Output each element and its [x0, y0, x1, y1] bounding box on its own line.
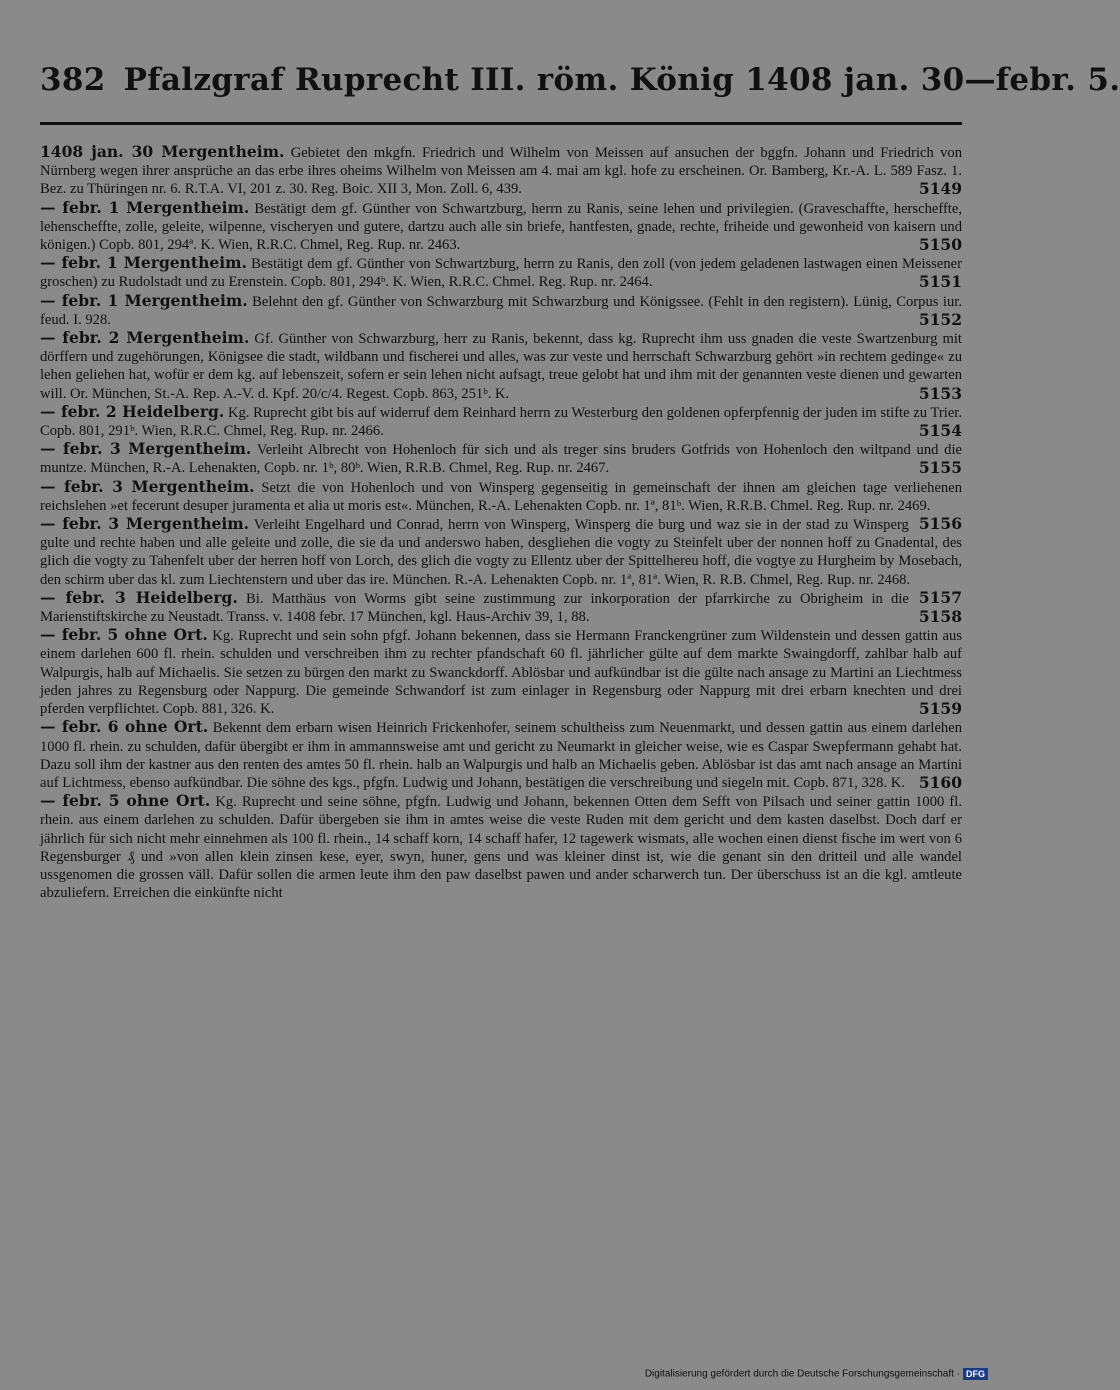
entry-number: 5155: [918, 458, 962, 478]
entry-number: 5156: [918, 514, 962, 534]
entry-text: Gf. Günther von Schwarzburg, herr zu Ranis, bekennt, dass kg. Ruprecht ihm uss gnaden die veste Swartzenburg mit dörffern und zugehörungen, Königsee die stadt, wildbann und fischerei und alles, was zur veste und herrschaft Schwarzburg gehört »in rechtem gedinge« zu lehen geliehen hat, wofür er dem kg. auf lebenszeit, sofern er sein lehen nicht aufsagt, treue gelobt hat und ihm mit der genannten veste dienen und gewarten will. Or. München, St.-A. Rep. A.-V. d. Kpf. 20/c/4. Regest. Copb. 863, 251ᵇ. K.: [40, 331, 962, 402]
entry-text: Gebietet den mkgfn. Friedrich und Wilhelm von Meissen auf ansuchen der bggfn. Johann und Friedrich von Nürnberg wegen ihrer ansprüche an das erbe ihres oheims Wilhelm von Meissen am 4. mai am kgl. hofe zu erscheinen. Or. Bamberg, Kr.-A. L. 589 Fasz. 1. Bez. zu Thüringen nr. 6. R.T.A. VI, 201 z. 30. Reg. Boic. XII 3, Mon. Zoll. 6, 439.: [40, 145, 962, 198]
entry-text: Bestätigt dem gf. Günther von Schwartzburg, herrn zu Ranis, seine lehen und privilegien. (Graveschaffte, herscheffte, lehenscheffte, zolle, geleite, wilpenne, vischeryen und gutere, dartzu auch alle sin briefe, hantfesten, gnade, rechte, friheide und gewonheid von kaisern und königen.) Copb. 801, 294ª. K. Wien, R.R.C. Chmel, Reg. Rup. nr. 2463.: [40, 200, 962, 254]
entry-number: 5154: [918, 421, 962, 441]
entry-number: 5150: [918, 235, 962, 255]
regest-entry: [40, 403, 962, 440]
page-title: Pfalzgraf Ruprecht III. röm. König 1408 jan. 30—febr. 5.: [123, 62, 1120, 98]
entry-number: 5153: [918, 383, 962, 403]
funding-text: Digitalisierung gefördert durch die Deutsche Forschungsgemeinschaft ·: [644, 1368, 960, 1380]
entry-date-place: — febr. 1 Mergentheim.: [40, 197, 250, 217]
funding-notice: [645, 1368, 988, 1380]
entry-number: 5157: [918, 587, 962, 607]
entry-text: Kg. Ruprecht und seine söhne, pfgfn. Ludwig und Johann, bekennen Otten dem Sefft von Pilsach und seiner gattin 1000 fl. rhein. aus einem darlehen zu schulden. Dafür übergeben sie ihm in amtes weise die veste Ruden mit dem gericht und dem kasten daselbst. Doch darf er jährlich für sich nicht mehr einnehmen als 100 fl. rhein., 14 schaff korn, 14 schaff hafer, 12 tagewerk wismats, alle wochen einen dienst fische im wert von 6 Regensburger ₰ und »von allen klein zinsen kese, eyer, swyn, huner, gens und was kleiner dinst ist, wie die genant sin den dritteil und alle wandel ussgenomen die grossen väll. Dafür sollen die armen leute ihm den paw daselbst pawen und ander scharwerch tun. Der überschuss ist an die kgl. amtleute abzuliefern. Erreichen die einkünfte nicht: [40, 794, 962, 902]
entry-number: 5160: [918, 772, 962, 792]
regest-entry: [40, 718, 962, 792]
entry-number: 5158: [918, 607, 962, 627]
entry-date-place: — febr. 5 ohne Ort.: [40, 791, 211, 811]
entry-text: Setzt die von Hohenloch und von Winsperg gegenseitig in gemeinschaft der ihnen am gleichen tage verliehenen reichslehen »et fecerunt desuper juramenta et alia ut moris est«. München, R.-A. Lehenakten Copb. nr. 1ª, 81ᵇ. Wien, R.R.B. Chmel. Reg. Rup. nr. 2469.: [40, 479, 962, 514]
entry-text: Kg. Ruprecht gibt bis auf widerruf dem Reinhard herrn zu Westerburg den goldenen opferpfennig der juden im stifte zu Trier. Copb. 801, 291ᵇ. Wien, R.R.C. Chmel, Reg. Rup. nr. 2466.: [40, 404, 963, 440]
entry-date-place: — febr. 3 Mergentheim.: [40, 514, 250, 534]
regest-entry: [40, 589, 962, 626]
entry-date-place: — febr. 6 ohne Ort.: [40, 717, 209, 737]
entry-text: Kg. Ruprecht und sein sohn pfgf. Johann bekennen, dass sie Hermann Franckengrüner zum Wildenstein und dessen gattin aus einem darlehen 600 fl. rhein. schulden und verschreiben ihm zu rechter pfandschaft 60 fl. jährlicher gülte auf dem markte Swaingdorff, zahlbar halb auf Walpurgis, halb auf Michaelis. Sie setzen zu bürgen den markt zu Swanckdorff. Ablösbar und aufkündbar ist die gülte nach ansage zu Martini an Liechtmess jeden jahres zu Regensburg oder Nappurg. Die gemeinde Schwandorf ist zum einlager in Regensburg oder Nappurg mit drei erbarn knechten und drei pferden verpflichtet. Copb. 881, 326. K.: [40, 628, 962, 718]
regest-entry: [40, 476, 962, 534]
regest-entry: [40, 199, 962, 255]
entry-text: Bestätigt dem gf. Günther von Schwartzburg, herrn zu Ranis, den zoll (von jedem geladenen lastwagen einen Meissener groschen) zu Rudolstadt und zu Erenstein. Copb. 801, 294ᵇ. K. Wien, R.R.C. Chmel. Reg. Rup. nr. 2464.: [40, 256, 962, 291]
entry-number: 5159: [918, 699, 962, 719]
regest-list: [40, 143, 962, 902]
page-header: [40, 62, 1120, 106]
entry-date-place: — febr. 3 Mergentheim.: [40, 476, 255, 496]
regest-entry: [40, 143, 962, 199]
entry-text: Verleiht Albrecht von Hohenloch für sich und als treger sins bruders Gotfrids von Hohenloch den wiltpand und die muntze. München, R.-A. Lehenakten, Copb. nr. 1ᵇ, 80ᵇ. Wien, R.R.B. Chmel, Reg. Rup. nr. 2467.: [40, 442, 963, 477]
entry-text: Bekennt dem erbarn wisen Heinrich Frickenhofer, seinem schultheiss zum Neuenmarkt, und dessen gattin aus einem darlehen 1000 fl. rhein. zu schulden, dafür übergibt er ihm in ammannsweise amt und gericht zu Neumarkt in gleicher weise, wie es Caspar Swepfermann gehabt hat. Dazu soll ihm der kastner aus den renten des amtes 50 fl. rhein. halb an Walpurgis und halb an Michaelis geben. Ablösbar ist das amt nach ansage an Martini auf Lichtmess, ebenso aufkündbar. Die söhne des kgs., pfgfn. Ludwig und Johann, bestätigen die verschreibung und siegeln mit. Copb. 871, 328. K.: [40, 720, 962, 791]
entry-text: Verleiht Engelhard und Conrad, herrn von Winsperg, Winsperg die burg und waz sie in der stad zu Winsperg gulte und rechte haben und alle geleite und zolle, die sie da und anderswo haben, desgliehen die vogty zu Steinfelt uber der nonnen hoff zu Gnadental, des glich die vogty zu Tahenfelt uber der herren hoff von Lorch, des glich die vogty zu Ellentz uber der Spittelhereu hoff, die vogtye zu Hurgheim by Mosebach, den schirm uber das kl. zum Liechtenstern und uber das ire. München. R.-A. Lehenakten Copb. nr. 1ª, 81ª. Wien, R. R.B. Chmel, Reg. Rup. nr. 2468.: [40, 517, 962, 588]
entry-number: 5149: [918, 179, 962, 199]
regest-entry: [40, 254, 962, 291]
entry-date-place: 1408 jan. 30 Mergentheim.: [40, 142, 285, 161]
entry-date-place: — febr. 3 Heidelberg.: [40, 587, 238, 607]
entry-text: Bi. Matthäus von Worms gibt seine zustimmung zur inkorporation der pfarrkirche zu Obrigheim in die Marienstiftskirche zu Neustadt. Transs. v. 1408 febr. 17 München, kgl. Haus-Archiv 39, 1, 88.: [40, 590, 909, 626]
entry-date-place: — febr. 2 Mergentheim.: [40, 328, 250, 348]
page-number: 382: [40, 62, 106, 98]
regest-entry: [40, 792, 962, 902]
entry-number: 5151: [918, 272, 962, 292]
regest-entry: [40, 329, 962, 403]
entry-date-place: — febr. 1 Mergentheim.: [40, 290, 248, 310]
entry-date-place: — febr. 1 Mergentheim.: [40, 253, 247, 273]
entry-text: Belehnt den gf. Günther von Schwarzburg mit Schwarzburg und Königssee. (Fehlt in den registern). Lünig, Corpus iur. feud. I. 928.: [40, 293, 962, 328]
header-rule: [40, 122, 962, 125]
entry-date-place: — febr. 3 Mergentheim.: [40, 439, 252, 459]
entry-number: 5152: [918, 309, 962, 329]
regest-entry: [40, 292, 962, 329]
entry-date-place: — febr. 5 ohne Ort.: [40, 625, 208, 645]
entry-date-place: — febr. 2 Heidelberg.: [40, 401, 225, 421]
regest-entry: [40, 440, 962, 477]
regest-entry: [40, 626, 962, 718]
dfg-logo: DFG: [963, 1368, 988, 1380]
